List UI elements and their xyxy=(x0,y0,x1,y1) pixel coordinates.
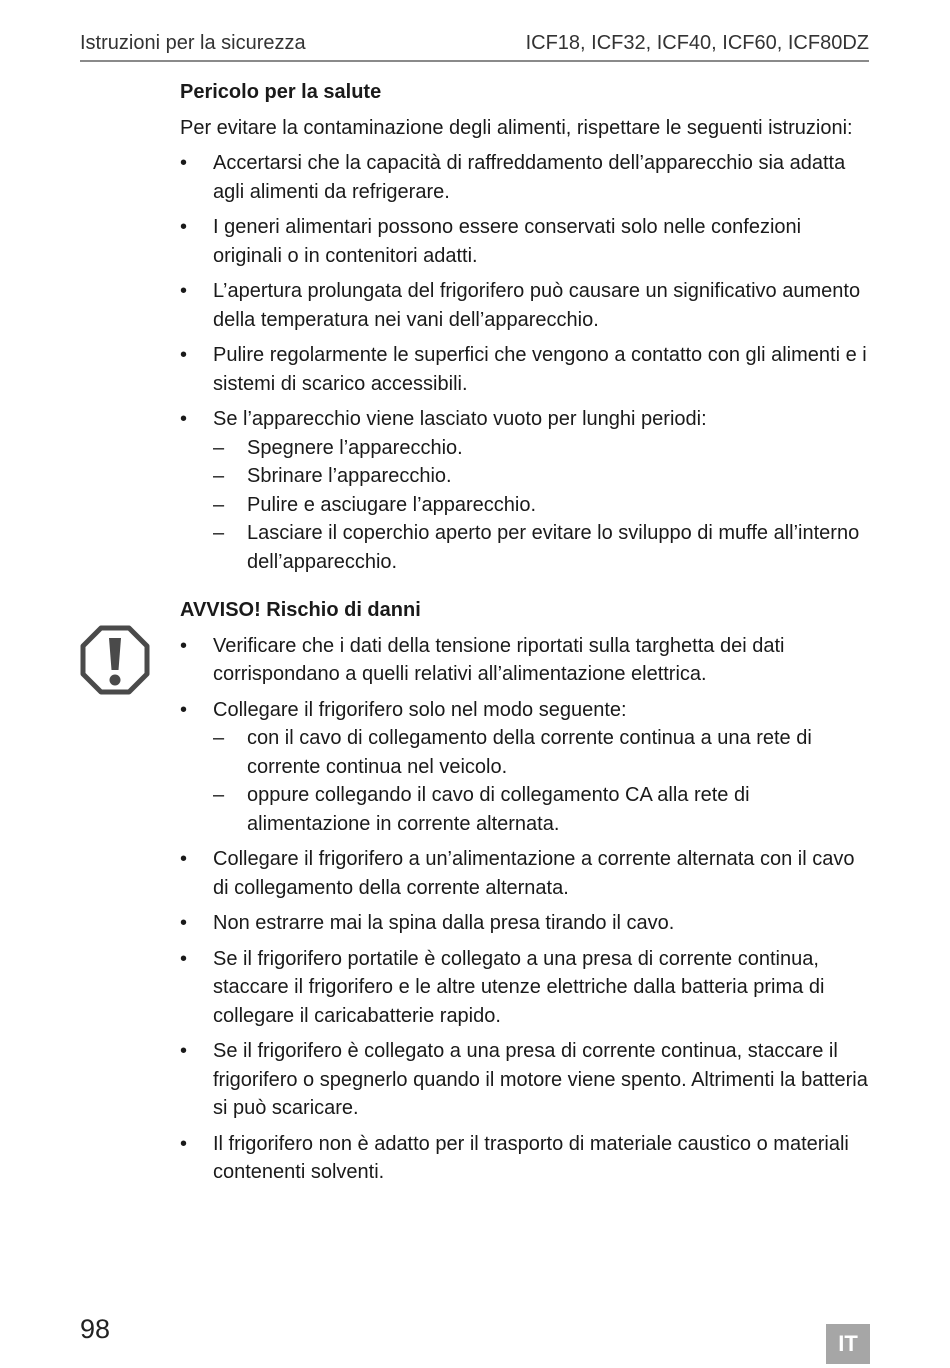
notice-damage-section xyxy=(180,596,870,1187)
list-item: • L’apertura prolungata del frigorifero può causare un significativo aumento della temperatura nei vani dell’apparecchio. xyxy=(180,280,861,331)
health-hazard-title: Pericolo per la salute xyxy=(180,81,382,103)
language-badge: IT xyxy=(826,1324,870,1364)
sub-list-item: – Lasciare il coperchio aperto per evitare lo sviluppo di muffe all’interno dell’apparecchio. xyxy=(213,522,860,573)
health-hazard-section xyxy=(180,78,870,576)
list-item: • Non estrarre mai la spina dalla presa tirando il cavo. xyxy=(180,912,675,934)
list-item: • Pulire regolarmente le superfici che vengono a contatto con gli alimenti e i sistemi di scarico accessibili. xyxy=(180,344,867,395)
notice-damage-title: AVVISO! Rischio di danni xyxy=(180,599,421,621)
header-model-list: ICF18, ICF32, ICF40, ICF60, ICF80DZ xyxy=(525,32,869,54)
header-section-title: Istruzioni per la sicurezza xyxy=(80,32,306,54)
sub-list-item: – con il cavo di collegamento della corrente continua a una rete di corrente continua nel veicolo. xyxy=(213,727,812,778)
list-item: • I generi alimentari possono essere conservati solo nelle confezioni originali o in contenitori adatti. xyxy=(180,216,802,267)
list-item: • Accertarsi che la capacità di raffreddamento dell’apparecchio sia adatta agli alimenti da refrigerare. xyxy=(180,152,846,203)
sub-list-item: – Pulire e asciugare l’apparecchio. xyxy=(213,493,537,516)
list-item: • Se il frigorifero è collegato a una presa di corrente continua, staccare il frigorifero o spegnerlo quando il motore viene spento. Altrimenti la batteria si può scaricare. xyxy=(180,1040,868,1119)
list-item: • Il frigorifero non è adatto per il trasporto di materiale caustico o materiali contenenti solventi. xyxy=(180,1132,849,1183)
list-item: • Verificare che i dati della tensione riportati sulla targhetta dei dati corrispondano a quelli relativi all’alimentazione elettrica. xyxy=(180,634,785,685)
sub-list-item: – Sbrinare l’apparecchio. xyxy=(213,465,452,487)
warning-octagon-exclamation-icon xyxy=(79,624,151,696)
health-hazard-list xyxy=(180,149,870,576)
list-item: • Se il frigorifero portatile è collegato a una presa di corrente continua, staccare il frigorifero e le altre utenze elettriche dalla batteria prima di collegare il caricabatterie rapido. xyxy=(180,947,825,1027)
list-item: • Collegare il frigorifero solo nel modo seguente: – con il cavo di collegamento della corrente continua a una rete di corrente continua nel veicolo. – oppure collegando il cavo di collegamento CA alla rete di alimentazione in corrente alternata. xyxy=(180,696,870,839)
sub-list xyxy=(213,724,870,838)
list-item: • Collegare il frigorifero a un’alimentazione a corrente alternata con il cavo di collegamento della corrente alternata. xyxy=(180,848,855,899)
sub-list-item: – Spegnere l’apparecchio. xyxy=(213,436,463,459)
sub-list-item: – oppure collegando il cavo di collegamento CA alla rete di alimentazione in corrente alternata. xyxy=(213,784,750,835)
notice-damage-list xyxy=(180,632,870,1187)
health-hazard-intro: Per evitare la contaminazione degli alimenti, rispettare le seguenti istruzioni: xyxy=(180,116,853,139)
sub-list xyxy=(213,434,870,577)
page-number: 98 xyxy=(80,1314,111,1344)
page-header xyxy=(80,30,869,62)
page-content xyxy=(180,78,870,1194)
list-item: • Se l’apparecchio viene lasciato vuoto per lunghi periodi: – Spegnere l’apparecchio. – Sbrinare l’apparecchio. – Pulire e asciugare l’apparecchio. – Lasciare il coperchio aperto per evitare lo sviluppo di muffe all’interno dell’apparecchio. xyxy=(180,405,870,576)
